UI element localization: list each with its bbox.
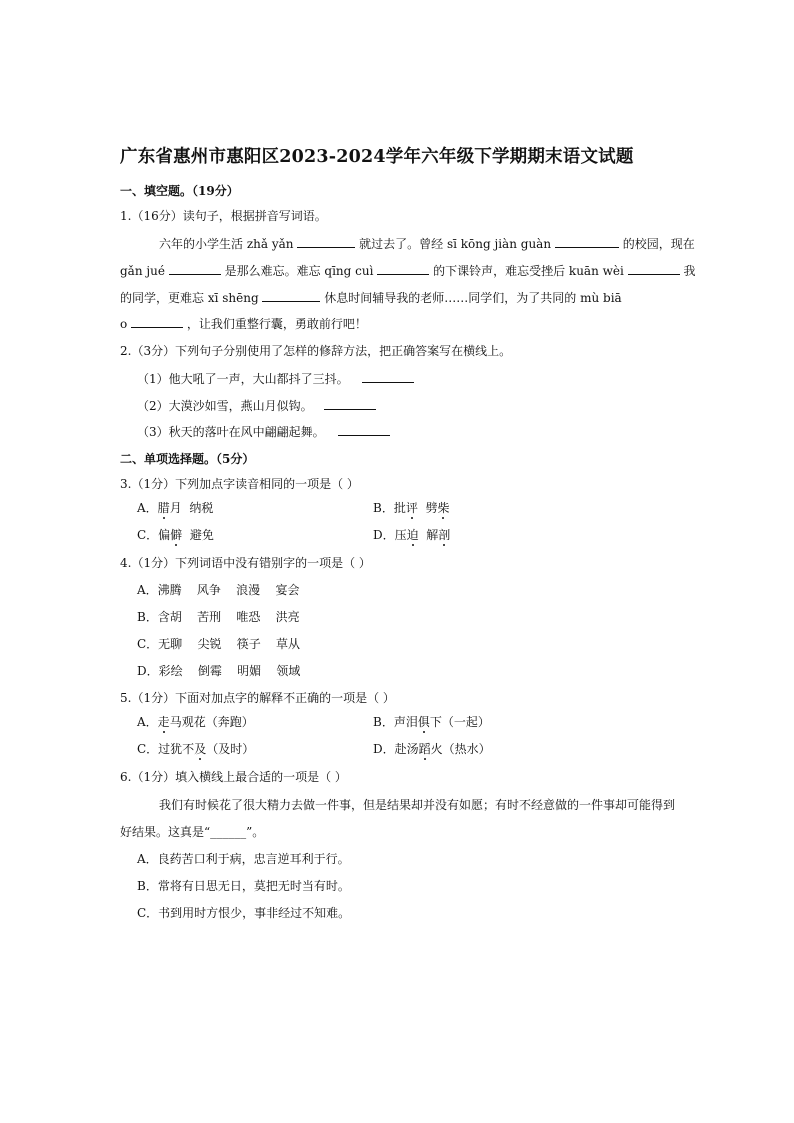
option-text: 月 [169,501,182,515]
answer-blank[interactable] [262,289,320,302]
question-3-stem: 3.（1分）下列加点字读音相同的一项是（ ） [120,477,359,491]
q5-option-d[interactable] [373,741,491,757]
question-2-item-3 [137,423,390,440]
q2-sentence: （2）大漠沙如雪，燕山月似钩。 [137,399,313,413]
q1-text: 我 [683,264,696,278]
q1-text: 六年的小学生活 zhǎ yǎn [159,237,294,251]
question-4-stem: 4.（1分）下列词语中没有错别字的一项是（ ） [120,556,371,570]
question-2-item-2 [137,397,376,414]
q1-text: 休息时间辅导我的老师……同学们，为了共同的 mù biā [324,291,622,305]
q2-sentence: （3）秋天的落叶在风中翩翩起舞。 [137,425,325,439]
option-text: 解 [418,528,439,542]
dotted-char: 腊 [157,501,170,515]
dotted-char: 僻 [170,528,183,542]
question-1-line-3 [120,289,622,306]
dotted-char: 走 [157,715,170,729]
q5-option-c[interactable] [137,741,254,757]
option-letter: A． [137,501,158,515]
question-1-stem: 1.（16分）读句子，根据拼音写词语。 [120,209,327,223]
section-heading-single-choice: 二、单项选择题。（5分） [120,452,255,466]
q5-option-a[interactable] [137,714,254,730]
q3-option-d[interactable] [373,527,450,543]
q4-option-a[interactable]: A．沸腾 风争 浪漫 宴会 [137,583,300,597]
answer-blank[interactable] [628,262,680,275]
question-1-line-4 [120,315,367,332]
q2-sentence: （1）他大吼了一声，大山都抖了三抖。 [137,372,349,386]
answer-blank[interactable] [169,262,221,275]
option-text: C．过犹不 [137,742,195,756]
q1-text: 的下课铃声，难忘受挫后 kuān wèi [433,264,624,278]
option-text: 马观花（奔跑） [169,715,254,729]
section-heading-fill-blank: 一、填空题。（19分） [120,184,239,198]
q1-text: 的校园，现在 [622,237,695,251]
answer-blank[interactable] [377,262,429,275]
question-6-stem: 6.（1分）填入横线上最合适的一项是（ ） [120,770,347,784]
option-text: 免 [201,528,214,542]
q5-option-b[interactable] [373,714,490,730]
q1-text: 就过去了。曾经 sī kōng jiàn guàn [359,237,552,251]
q6-option-b[interactable]: B．常将有日思无日，莫把无时当有时。 [137,879,350,893]
option-text: 避 [182,528,202,542]
dotted-char: 剖 [438,528,451,542]
answer-blank[interactable] [324,397,376,410]
dotted-char: 俱 [417,715,430,729]
option-text: B．声泪 [373,715,418,729]
option-text: D．赴汤 [373,742,419,756]
option-text: 劈 [417,501,438,515]
q6-option-a[interactable]: A．良药苦口利于病，忠言逆耳利于行。 [137,852,350,866]
option-text: 下（一起） [429,715,490,729]
question-6-passage-line-2: 好结果。这真是“______”。 [120,825,265,839]
question-2-item-1 [137,370,414,387]
q6-option-c[interactable]: C．书到用时方恨少，事非经过不知难。 [137,906,351,920]
question-1-line-1 [159,235,695,252]
option-text: D．压 [373,528,407,542]
dotted-char: 评 [405,501,418,515]
page-title: 广东省惠州市惠阳区2023-2024学年六年级下学期期末语文试题 [120,147,634,167]
question-2-stem: 2.（3分）下列句子分别使用了怎样的修辞方法，把正确答案写在横线上。 [120,344,512,358]
q4-option-c[interactable]: C．无聊 尖锐 筷子 草从 [137,637,300,651]
q1-text: o [120,317,128,331]
q3-option-c[interactable] [137,527,214,543]
option-text: C．偏 [137,528,171,542]
option-text: 税 [201,501,214,515]
question-6-passage-line-1: 我们有时候花了很大精力去做一件事，但是结果却并没有如愿；有时不经意做的一件事却可能得到 [159,798,676,812]
q4-option-b[interactable]: B．含胡 苦刑 唯恐 洪亮 [137,610,300,624]
q1-text: ，让我们重整行囊，勇敢前行吧！ [186,317,367,331]
option-text: A． [137,715,158,729]
q1-text: 是那么难忘。难忘 qīng cuì [224,264,374,278]
answer-blank[interactable] [297,235,355,248]
option-text: 纳 [181,501,202,515]
q4-option-d[interactable]: D．彩绘 倒霉 明媚 领域 [137,664,301,678]
q1-text: 的同学，更难忘 xī shēng [120,291,259,305]
question-1-line-2 [120,262,696,279]
option-text: （及时） [206,742,255,756]
q3-option-b[interactable] [373,500,450,516]
dotted-char: 蹈 [418,742,431,756]
answer-blank[interactable] [555,235,619,248]
dotted-char: 迫 [406,528,419,542]
answer-blank[interactable] [338,423,390,436]
question-5-stem: 5.（1分）下面对加点字的解释不正确的一项是（ ） [120,691,395,705]
q3-option-a[interactable] [137,500,213,516]
dotted-char: 柴 [437,501,450,515]
q1-text: gǎn jué [120,264,165,278]
answer-blank[interactable] [131,315,183,328]
option-text: 火（热水） [430,742,491,756]
dotted-char: 及 [194,742,207,756]
answer-blank[interactable] [362,370,414,383]
option-text: B．批 [373,501,406,515]
